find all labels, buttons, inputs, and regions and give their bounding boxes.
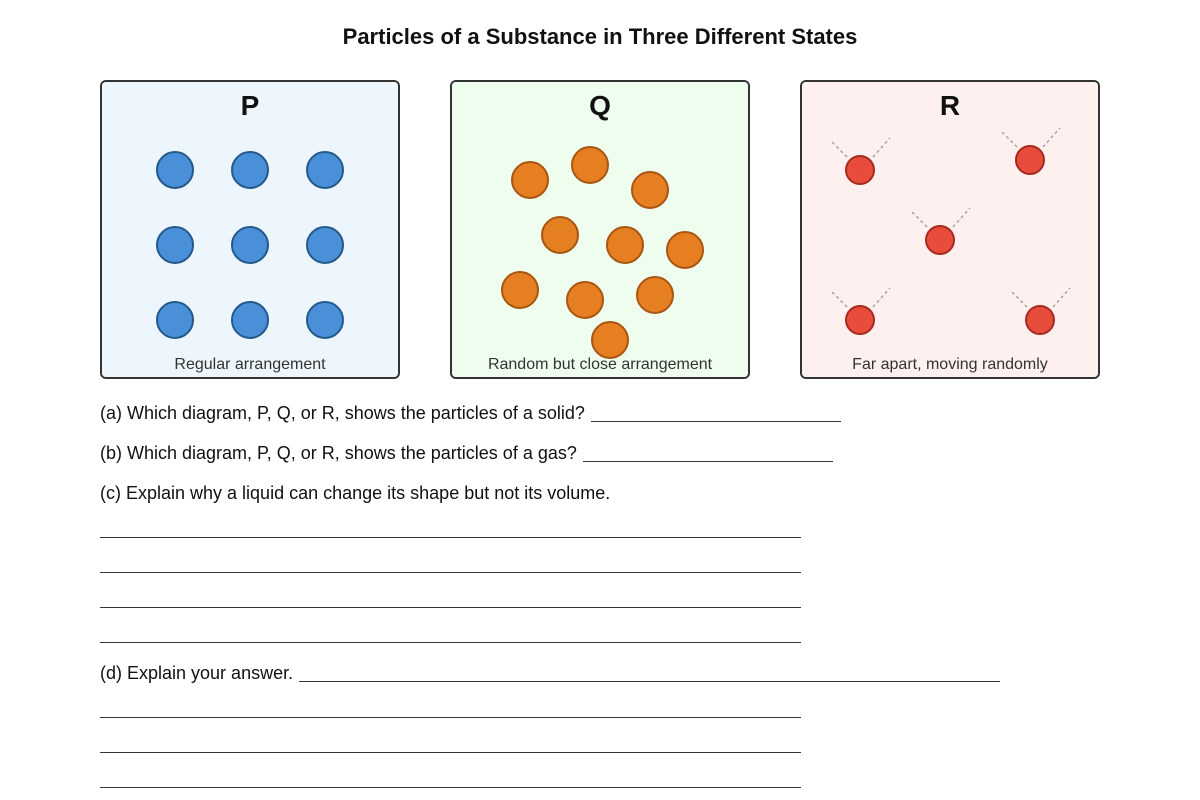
solid-particle xyxy=(307,227,343,263)
liquid-particle xyxy=(637,277,673,313)
panel-q-caption: Random but close arrangement xyxy=(487,356,713,373)
liquid-particles-graphic xyxy=(452,82,750,379)
answer-d-line-2[interactable] xyxy=(100,752,801,753)
solid-particle xyxy=(232,302,268,338)
answer-c-line-2[interactable] xyxy=(100,572,801,573)
liquid-particle xyxy=(502,272,538,308)
liquid-particle xyxy=(542,217,578,253)
answer-a-blank[interactable] xyxy=(591,420,841,422)
gas-particles-graphic xyxy=(802,82,1100,379)
page-title: Particles of a Substance in Three Different States xyxy=(342,24,858,49)
diagram-p-solid xyxy=(100,80,400,379)
answer-d-line-1[interactable] xyxy=(100,717,801,718)
panel-r-label: R xyxy=(939,90,961,121)
question-b xyxy=(100,443,833,464)
liquid-particle xyxy=(567,282,603,318)
question-d-text: (d) Explain your answer. xyxy=(100,663,294,683)
answer-b-blank[interactable] xyxy=(583,460,833,462)
gas-particle xyxy=(846,156,874,184)
answer-d-blank[interactable] xyxy=(299,680,1000,682)
question-d xyxy=(100,663,1000,684)
gas-particle xyxy=(1016,146,1044,174)
solid-particle xyxy=(157,302,193,338)
liquid-particle xyxy=(667,232,703,268)
solid-particle xyxy=(307,152,343,188)
question-c-text: (c) Explain why a liquid can change its shape but not its volume. xyxy=(100,483,611,503)
diagram-q-liquid xyxy=(450,80,750,379)
question-b-text: (b) Which diagram, P, Q, or R, shows the particles of a gas? xyxy=(100,443,577,463)
liquid-particle xyxy=(512,162,548,198)
solid-particle xyxy=(307,302,343,338)
question-c xyxy=(100,483,610,504)
panel-p-caption: Regular arrangement xyxy=(174,356,326,373)
liquid-particle xyxy=(607,227,643,263)
liquid-particle xyxy=(592,322,628,358)
answer-d-line-3[interactable] xyxy=(100,787,801,788)
solid-particles-graphic xyxy=(102,82,400,379)
gas-particle xyxy=(926,226,954,254)
solid-particle xyxy=(157,152,193,188)
solid-particle xyxy=(232,227,268,263)
answer-c-line-4[interactable] xyxy=(100,642,801,643)
solid-particle xyxy=(157,227,193,263)
solid-particle xyxy=(232,152,268,188)
panel-q-label: Q xyxy=(589,90,611,121)
diagram-r-gas xyxy=(800,80,1100,379)
panel-p-label: P xyxy=(240,90,260,121)
gas-particle xyxy=(846,306,874,334)
gas-particle xyxy=(1026,306,1054,334)
panel-r-caption: Far apart, moving randomly xyxy=(852,356,1048,373)
liquid-particle xyxy=(632,172,668,208)
liquid-particle xyxy=(572,147,608,183)
answer-c-line-3[interactable] xyxy=(100,607,801,608)
answer-c-line-1[interactable] xyxy=(100,537,801,538)
question-a-text: (a) Which diagram, P, Q, or R, shows the particles of a solid? xyxy=(100,403,585,423)
question-a xyxy=(100,403,841,424)
